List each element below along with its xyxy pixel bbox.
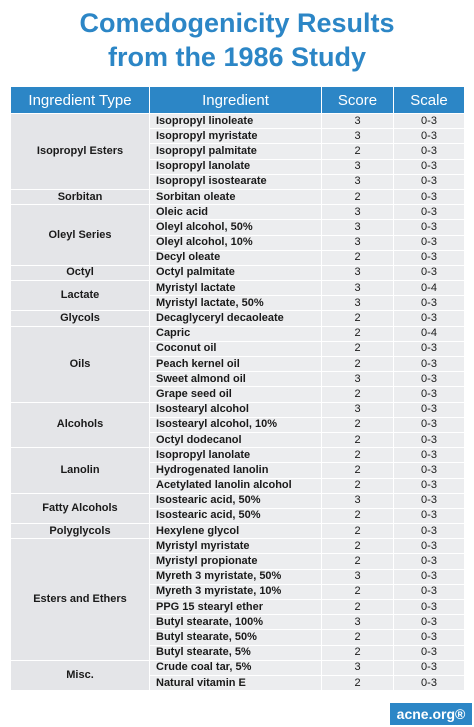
ingredient-cell: Isopropyl lanolate [150, 159, 322, 174]
ingredient-cell: Sorbitan oleate [150, 189, 322, 204]
header-scale: Scale [394, 87, 465, 114]
ingredient-cell: Isopropyl lanolate [150, 448, 322, 463]
score-cell: 2 [322, 417, 394, 432]
ingredient-cell: Isopropyl palmitate [150, 144, 322, 159]
scale-cell: 0-3 [394, 311, 465, 326]
ingredient-cell: Butyl stearate, 5% [150, 645, 322, 660]
ingredient-cell: Myristyl lactate, 50% [150, 296, 322, 311]
table-row [11, 524, 465, 539]
ingredient-type-cell: Isopropyl Esters [11, 114, 150, 190]
ingredient-cell: Decyl oleate [150, 250, 322, 265]
score-cell: 2 [322, 448, 394, 463]
scale-cell: 0-3 [394, 432, 465, 447]
ingredient-type-cell: Polyglycols [11, 524, 150, 539]
score-cell: 3 [322, 205, 394, 220]
ingredient-cell: Hexylene glycol [150, 524, 322, 539]
scale-cell: 0-3 [394, 554, 465, 569]
ingredient-cell: Butyl stearate, 50% [150, 630, 322, 645]
ingredient-cell: Myristyl lactate [150, 281, 322, 296]
ingredient-cell: Butyl stearate, 100% [150, 615, 322, 630]
scale-cell: 0-3 [394, 584, 465, 599]
score-cell: 2 [322, 189, 394, 204]
score-cell: 2 [322, 326, 394, 341]
score-cell: 3 [322, 402, 394, 417]
table-row [11, 326, 465, 341]
scale-cell: 0-3 [394, 675, 465, 690]
scale-cell: 0-3 [394, 372, 465, 387]
score-cell: 2 [322, 584, 394, 599]
scale-cell: 0-3 [394, 341, 465, 356]
table-row [11, 281, 465, 296]
table-row [11, 189, 465, 204]
score-cell: 3 [322, 159, 394, 174]
score-cell: 2 [322, 463, 394, 478]
scale-cell: 0-4 [394, 326, 465, 341]
ingredient-cell: Oleyl alcohol, 50% [150, 220, 322, 235]
ingredient-cell: Capric [150, 326, 322, 341]
scale-cell: 0-3 [394, 615, 465, 630]
ingredient-cell: Isostearic acid, 50% [150, 508, 322, 523]
scale-cell: 0-3 [394, 357, 465, 372]
score-cell: 2 [322, 630, 394, 645]
score-cell: 2 [322, 508, 394, 523]
scale-cell: 0-3 [394, 569, 465, 584]
score-cell: 2 [322, 144, 394, 159]
score-cell: 2 [322, 478, 394, 493]
ingredient-cell: Oleyl alcohol, 10% [150, 235, 322, 250]
scale-cell: 0-3 [394, 524, 465, 539]
ingredient-cell: Isopropyl isostearate [150, 174, 322, 189]
ingredient-cell: Myristyl propionate [150, 554, 322, 569]
ingredient-cell: Hydrogenated lanolin [150, 463, 322, 478]
brand-badge: acne.org® [390, 703, 472, 725]
ingredient-cell: Crude coal tar, 5% [150, 660, 322, 675]
header-score: Score [322, 87, 394, 114]
ingredient-cell: Grape seed oil [150, 387, 322, 402]
scale-cell: 0-3 [394, 463, 465, 478]
ingredient-cell: Isostearyl alcohol, 10% [150, 417, 322, 432]
score-cell: 3 [322, 660, 394, 675]
score-cell: 2 [322, 645, 394, 660]
scale-cell: 0-3 [394, 508, 465, 523]
score-cell: 2 [322, 341, 394, 356]
ingredient-type-cell: Sorbitan [11, 189, 150, 204]
table-header-row [11, 87, 465, 114]
scale-cell: 0-3 [394, 478, 465, 493]
scale-cell: 0-3 [394, 645, 465, 660]
ingredient-cell: Natural vitamin E [150, 675, 322, 690]
scale-cell: 0-4 [394, 281, 465, 296]
ingredient-type-cell: Oleyl Series [11, 205, 150, 266]
ingredient-cell: Acetylated lanolin alcohol [150, 478, 322, 493]
scale-cell: 0-3 [394, 630, 465, 645]
score-cell: 2 [322, 250, 394, 265]
score-cell: 3 [322, 114, 394, 129]
ingredient-cell: Myreth 3 myristate, 50% [150, 569, 322, 584]
score-cell: 2 [322, 432, 394, 447]
scale-cell: 0-3 [394, 144, 465, 159]
score-cell: 2 [322, 539, 394, 554]
scale-cell: 0-3 [394, 235, 465, 250]
ingredient-cell: Myristyl myristate [150, 539, 322, 554]
scale-cell: 0-3 [394, 387, 465, 402]
ingredient-cell: Isostearyl alcohol [150, 402, 322, 417]
score-cell: 2 [322, 387, 394, 402]
score-cell: 3 [322, 235, 394, 250]
ingredient-type-cell: Esters and Ethers [11, 539, 150, 661]
ingredient-cell: PPG 15 stearyl ether [150, 600, 322, 615]
ingredient-type-cell: Alcohols [11, 402, 150, 448]
ingredient-cell: Decaglyceryl decaoleate [150, 311, 322, 326]
score-cell: 3 [322, 615, 394, 630]
score-cell: 2 [322, 554, 394, 569]
table-body [11, 114, 465, 691]
table-row [11, 448, 465, 463]
score-cell: 3 [322, 220, 394, 235]
ingredient-type-cell: Glycols [11, 311, 150, 326]
ingredient-cell: Octyl palmitate [150, 265, 322, 280]
ingredient-type-cell: Misc. [11, 660, 150, 690]
score-cell: 3 [322, 296, 394, 311]
ingredient-cell: Myreth 3 myristate, 10% [150, 584, 322, 599]
table-row [11, 660, 465, 675]
scale-cell: 0-3 [394, 220, 465, 235]
scale-cell: 0-3 [394, 205, 465, 220]
scale-cell: 0-3 [394, 417, 465, 432]
score-cell: 2 [322, 600, 394, 615]
ingredient-cell: Octyl dodecanol [150, 432, 322, 447]
ingredient-cell: Isopropyl linoleate [150, 114, 322, 129]
ingredient-cell: Oleic acid [150, 205, 322, 220]
score-cell: 2 [322, 357, 394, 372]
scale-cell: 0-3 [394, 493, 465, 508]
ingredient-type-cell: Lactate [11, 281, 150, 311]
title-line-2: from the 1986 Study [107, 42, 367, 72]
ingredient-type-cell: Octyl [11, 265, 150, 280]
ingredient-type-cell: Lanolin [11, 448, 150, 494]
ingredient-cell: Sweet almond oil [150, 372, 322, 387]
table-row [11, 493, 465, 508]
table-row [11, 205, 465, 220]
comedogenicity-table [10, 86, 465, 691]
score-cell: 3 [322, 372, 394, 387]
score-cell: 2 [322, 675, 394, 690]
scale-cell: 0-3 [394, 189, 465, 204]
score-cell: 3 [322, 129, 394, 144]
header-ingredient-type: Ingredient Type [11, 87, 150, 114]
table-row [11, 539, 465, 554]
page-title [0, 6, 474, 74]
scale-cell: 0-3 [394, 660, 465, 675]
score-cell: 3 [322, 281, 394, 296]
table-row [11, 265, 465, 280]
score-cell: 2 [322, 524, 394, 539]
table-row [11, 311, 465, 326]
ingredient-cell: Peach kernel oil [150, 357, 322, 372]
score-cell: 3 [322, 569, 394, 584]
score-cell: 3 [322, 493, 394, 508]
ingredient-cell: Coconut oil [150, 341, 322, 356]
scale-cell: 0-3 [394, 265, 465, 280]
scale-cell: 0-3 [394, 174, 465, 189]
ingredient-cell: Isopropyl myristate [150, 129, 322, 144]
score-cell: 3 [322, 265, 394, 280]
scale-cell: 0-3 [394, 250, 465, 265]
ingredient-cell: Isostearic acid, 50% [150, 493, 322, 508]
scale-cell: 0-3 [394, 600, 465, 615]
table-row [11, 114, 465, 129]
scale-cell: 0-3 [394, 402, 465, 417]
ingredient-type-cell: Oils [11, 326, 150, 402]
scale-cell: 0-3 [394, 114, 465, 129]
scale-cell: 0-3 [394, 296, 465, 311]
score-cell: 2 [322, 311, 394, 326]
title-line-1: Comedogenicity Results [79, 8, 395, 38]
scale-cell: 0-3 [394, 159, 465, 174]
table-row [11, 402, 465, 417]
scale-cell: 0-3 [394, 129, 465, 144]
ingredient-type-cell: Fatty Alcohols [11, 493, 150, 523]
scale-cell: 0-3 [394, 448, 465, 463]
scale-cell: 0-3 [394, 539, 465, 554]
header-ingredient: Ingredient [150, 87, 322, 114]
score-cell: 3 [322, 174, 394, 189]
